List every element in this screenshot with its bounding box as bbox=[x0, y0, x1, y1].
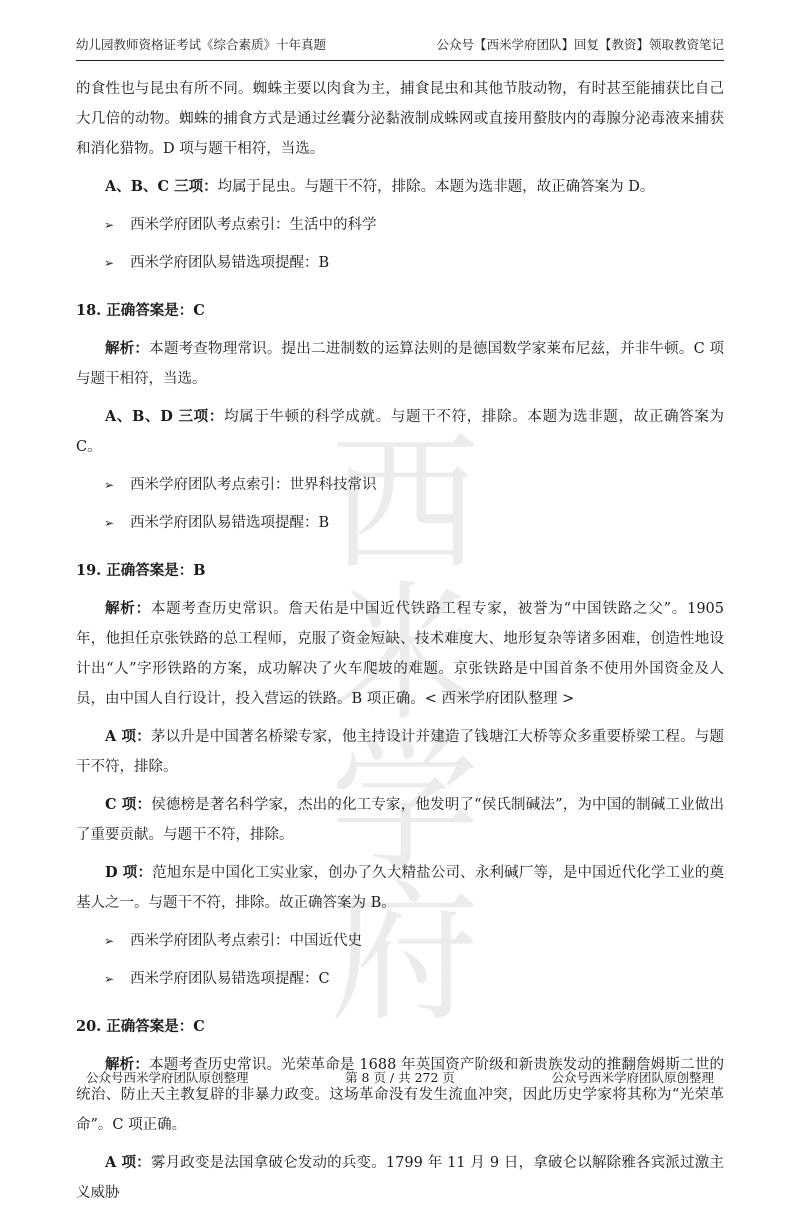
arrow-bullet-icon: ➢ bbox=[104, 934, 115, 948]
bullet-text: 西米学府团队考点索引：世界科技常识 bbox=[130, 477, 377, 493]
footer-left: 公众号西米学府团队原创整理 bbox=[86, 1070, 249, 1085]
page-content bbox=[76, 74, 724, 1216]
question-answer-heading: 19. 正确答案是：B bbox=[76, 562, 206, 579]
paragraph: A、B、D 三项：均属于牛顿的科学成就。与题干不符，排除。本题为选非题，故正确答案为 C。 bbox=[76, 408, 724, 455]
question-answer-heading: 18. 正确答案是：C bbox=[76, 302, 205, 319]
paragraph: 解析：本题考查物理常识。提出二进制数的运算法则的是德国数学家莱布尼兹，并非牛顿。C 项与题干相符，当选。 bbox=[76, 340, 725, 387]
paragraph-label: 解析： bbox=[105, 600, 151, 617]
paragraph: A 项：茅以升是中国著名桥梁专家，他主持设计并建造了钱塘江大桥等众多重要桥梁工程。与题干不符，排除。 bbox=[76, 728, 724, 775]
arrow-bullet-icon: ➢ bbox=[104, 478, 115, 492]
bullet-item bbox=[76, 926, 724, 956]
paragraph-label: A、B、D 三项： bbox=[105, 408, 224, 425]
paragraph-label: A 项： bbox=[105, 1154, 151, 1171]
arrow-bullet-icon: ➢ bbox=[104, 256, 115, 270]
bullet-text: 西米学府团队易错选项提醒：C bbox=[130, 971, 330, 987]
paragraph: 解析：本题考查历史常识。光荣革命是 1688 年英国资产阶级和新贵族发动的推翻詹姆斯二世的统治、防止天主教复辟的非暴力政变。这场革命没有发生流血冲突，因此历史学家将其称为“光荣革命”。C 项正确。 bbox=[76, 1056, 725, 1133]
paragraph-label: 解析： bbox=[105, 340, 150, 357]
arrow-bullet-icon: ➢ bbox=[104, 218, 115, 232]
bullet-item bbox=[76, 508, 724, 538]
paragraph-label: A、B、C 三项： bbox=[105, 178, 218, 195]
arrow-bullet-icon: ➢ bbox=[104, 972, 115, 986]
bullet-text: 西米学府团队易错选项提醒：B bbox=[130, 255, 330, 271]
paragraph-label: D 项： bbox=[105, 864, 153, 881]
paragraph: A、B、C 三项：均属于昆虫。与题干不符，排除。本题为选非题，故正确答案为 D。 bbox=[105, 178, 655, 195]
bullet-item bbox=[76, 470, 724, 500]
paragraph: 解析：本题考查历史常识。詹天佑是中国近代铁路工程专家，被誉为“中国铁路之父”。1905 年，他担任京张铁路的总工程师，克服了资金短缺、技术难度大、地形复杂等诸多困难，创造性地设计出“人”字形铁路的方案，成功解决了火车爬坡的难题。京张铁路是中国首条不使用外国资金及人员，由中国人自行设计，投入营运的铁路。B 项正确。< 西米学府团队整理 > bbox=[76, 600, 724, 707]
bullet-item bbox=[76, 210, 724, 240]
page-header bbox=[76, 30, 724, 61]
bullet-item bbox=[76, 964, 724, 994]
header-title: 幼儿园教师资格证考试《综合素质》十年真题 bbox=[76, 37, 327, 52]
page-number: 第 8 页 / 共 272 页 bbox=[345, 1070, 455, 1085]
bullet-text: 西米学府团队考点索引：中国近代史 bbox=[130, 933, 362, 949]
header-promo: 公众号【西米学府团队】回复【教资】领取教资笔记 bbox=[436, 37, 724, 52]
arrow-bullet-icon: ➢ bbox=[104, 516, 115, 530]
paragraph: 的食性也与昆虫有所不同。蜘蛛主要以肉食为主，捕食昆虫和其他节肢动物，有时甚至能捕获比自己大几倍的动物。蜘蛛的捕食方式是通过丝囊分泌黏液制成蛛网或直接用螯肢内的毒腺分泌毒液来捕获和消化猎物。D 项与题干相符，当选。 bbox=[76, 81, 724, 157]
bullet-text: 西米学府团队考点索引：生活中的科学 bbox=[130, 217, 377, 233]
question-answer-heading: 20. 正确答案是：C bbox=[76, 1018, 205, 1035]
bullet-item bbox=[76, 248, 724, 278]
paragraph: A 项：雾月政变是法国拿破仑发动的兵变。1799 年 11 月 9 日，拿破仑以解除雅各宾派过激主义威胁 bbox=[76, 1154, 724, 1201]
bullet-text: 西米学府团队易错选项提醒：B bbox=[130, 515, 330, 531]
paragraph: D 项：范旭东是中国化工实业家，创办了久大精盐公司、永利碱厂等，是中国近代化学工业的奠基人之一。与题干不符，排除。故正确答案为 B。 bbox=[76, 864, 725, 911]
watermark: 西米学府 bbox=[329, 418, 470, 1042]
paragraph: C 项：侯德榜是著名科学家，杰出的化工专家，他发明了“侯氏制碱法”，为中国的制碱工业做出了重要贡献。与题干不符，排除。 bbox=[76, 796, 724, 843]
paragraph-label: 解析： bbox=[105, 1056, 150, 1073]
paragraph-label: A 项： bbox=[105, 728, 151, 745]
paragraph-label: C 项： bbox=[105, 796, 152, 813]
footer-right: 公众号西米学府团队原创整理 bbox=[551, 1070, 714, 1085]
